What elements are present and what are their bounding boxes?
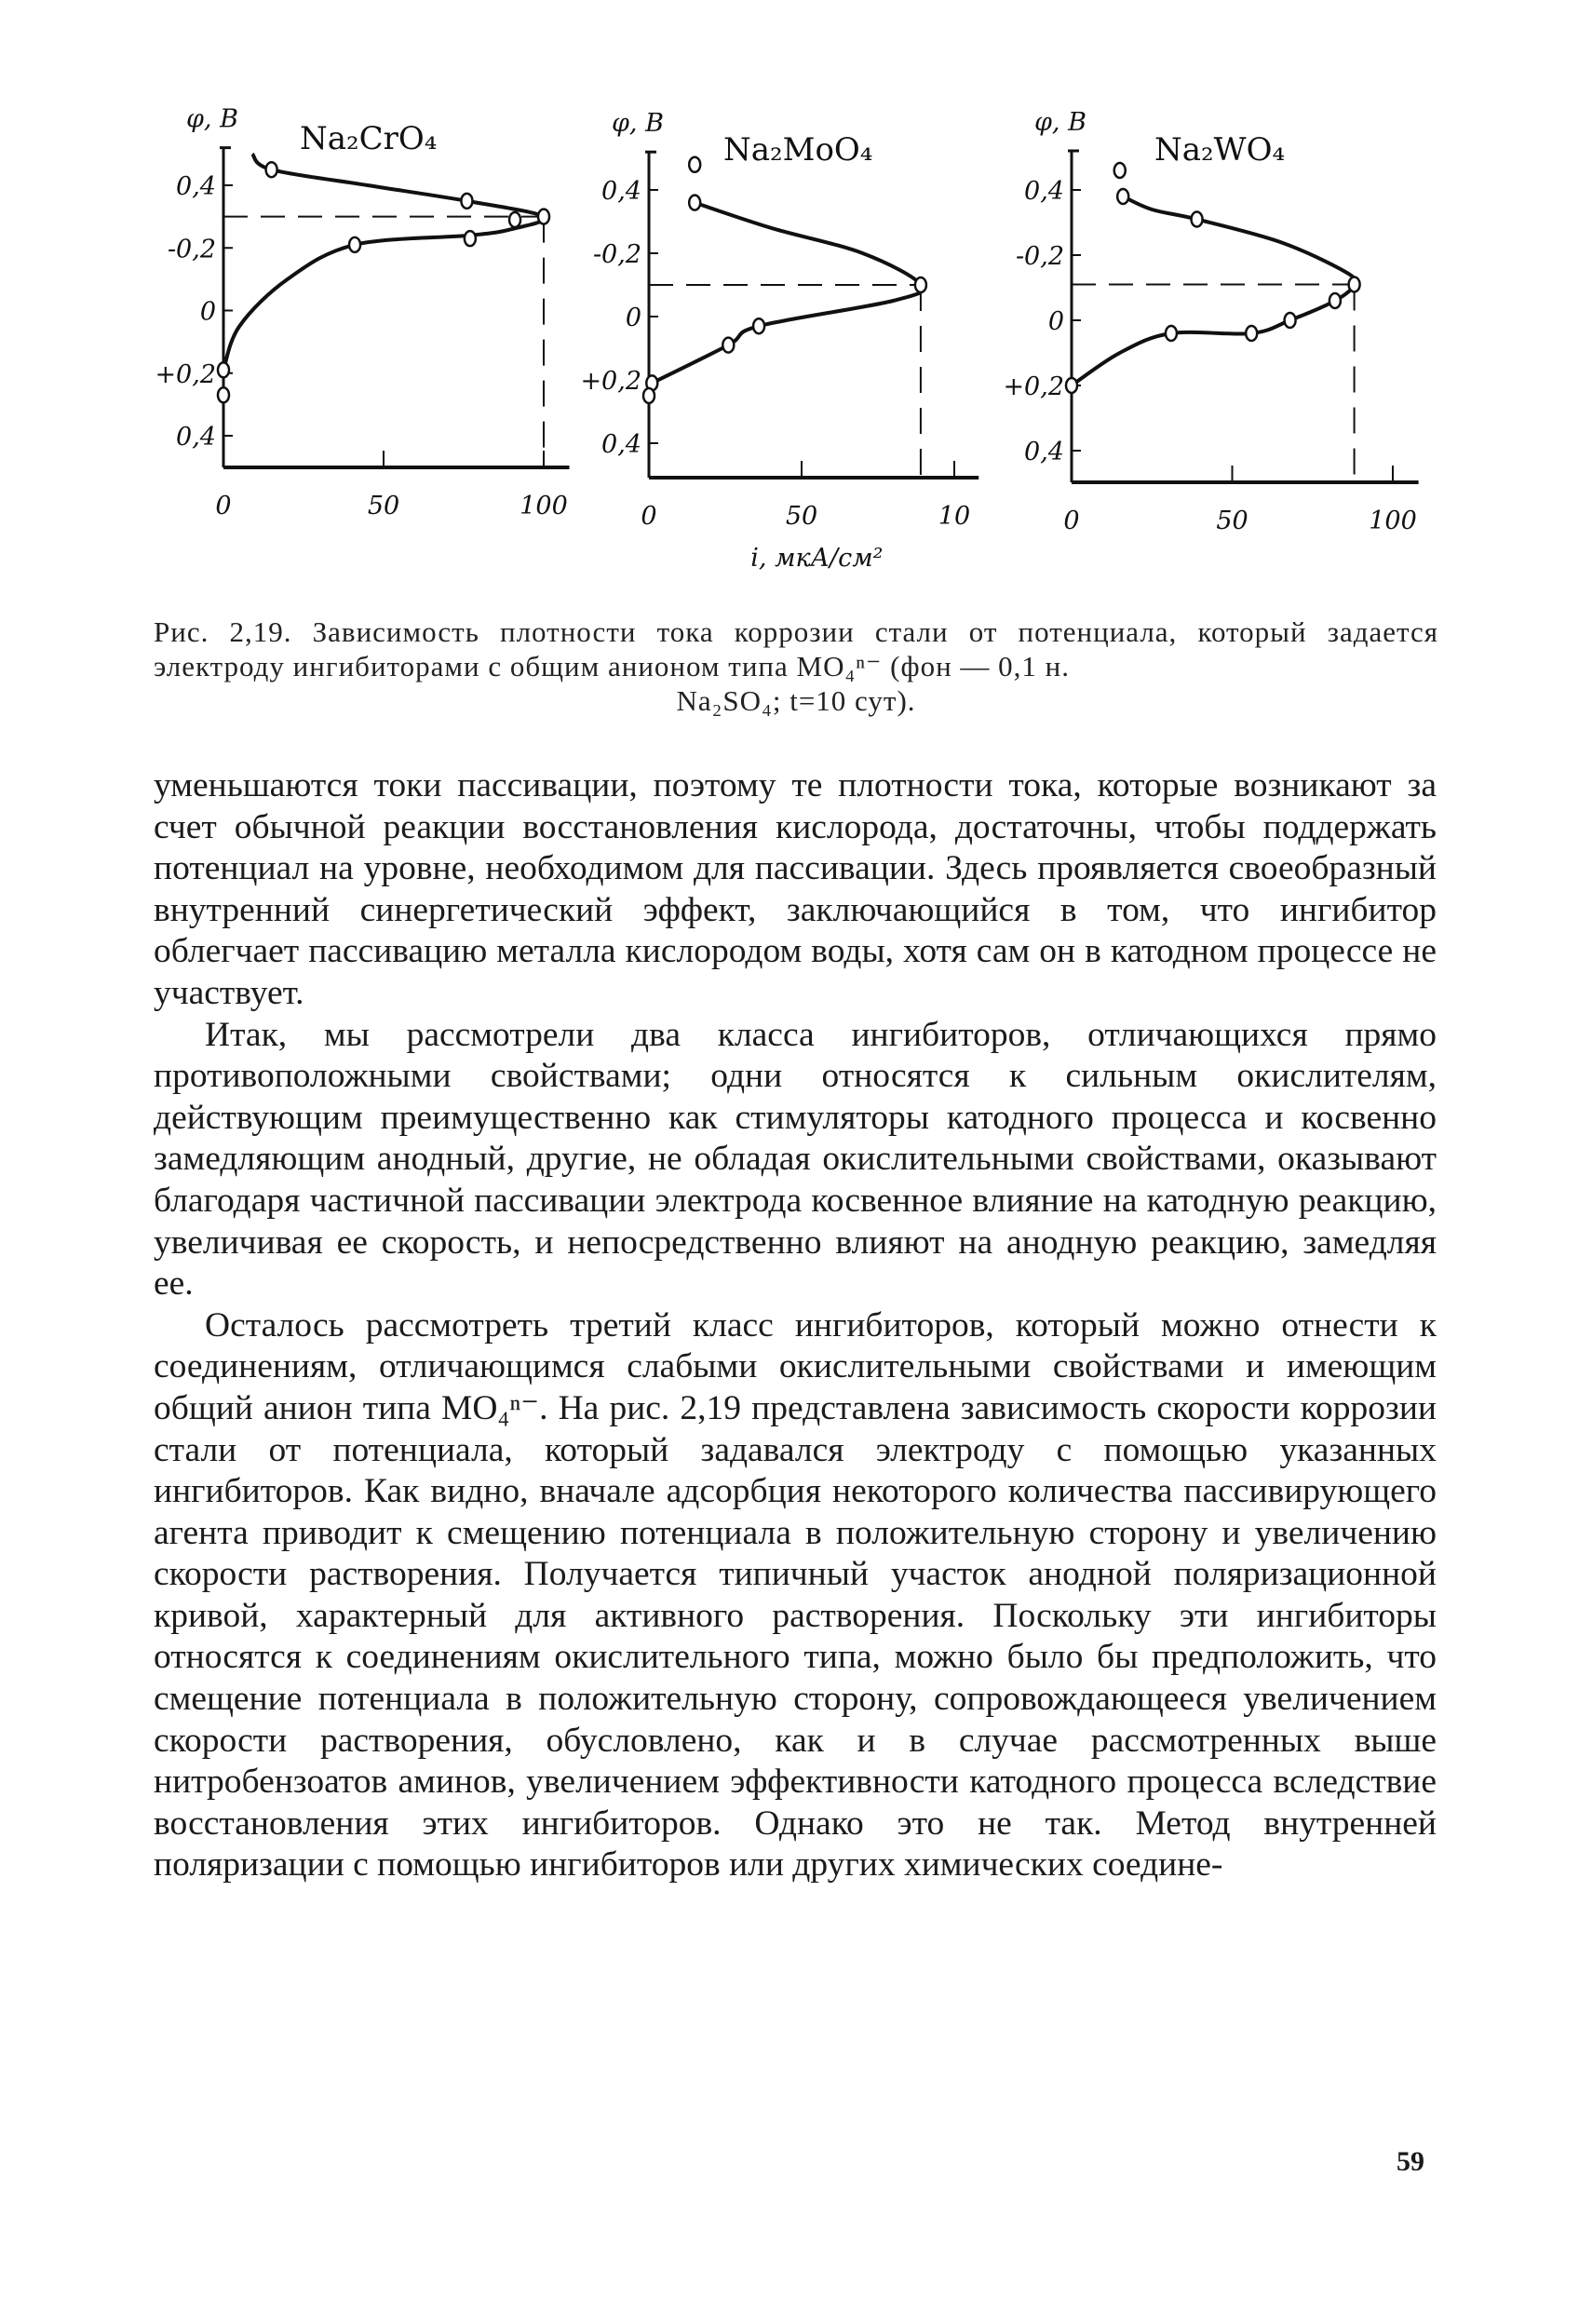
x-tick-label: 100 bbox=[520, 492, 568, 520]
y-tick-label: 0,4 bbox=[176, 423, 216, 452]
data-point bbox=[465, 231, 476, 246]
data-point bbox=[218, 362, 229, 377]
data-point bbox=[722, 338, 734, 353]
data-point bbox=[689, 196, 700, 210]
y-axis-label: φ, В bbox=[186, 104, 238, 134]
paragraph: Итак, мы рассмотрели два класса ингибиторов, отличающихся прямо противоположными свойствами; одни относятся к сильным окислителям, действующим преимущественно как стимуляторы катодного процесса и косвенно замедляющим анодный, другие, не обладая окислительными свойствами, оказывают благодаря частичной пассивации электрода косвенное влияние на катодную реакцию, увеличивая ее скорость, и непосредственно влияют на анодную реакцию, замедляя ее. bbox=[154, 1015, 1437, 1304]
y-tick-label: -0,2 bbox=[167, 235, 216, 264]
data-point bbox=[643, 388, 655, 403]
y-tick-label: +0,2 bbox=[580, 367, 641, 396]
data-point bbox=[689, 157, 700, 172]
data-point bbox=[1246, 326, 1257, 341]
x-tick-label: 50 bbox=[1216, 507, 1248, 535]
y-tick-label: 0,4 bbox=[176, 172, 216, 201]
caption-last-line: Na₂SO₄; t=10 сут). bbox=[676, 684, 916, 717]
data-point bbox=[1349, 277, 1360, 292]
y-axis-label: φ, В bbox=[612, 109, 664, 139]
chart-title: Na₂MoO₄ bbox=[723, 131, 873, 169]
polarization-curve bbox=[223, 154, 545, 370]
data-point bbox=[1114, 163, 1126, 178]
data-point bbox=[1192, 212, 1203, 227]
y-tick-label: -0,2 bbox=[592, 240, 641, 269]
chart-title: Na₂WO₄ bbox=[1154, 131, 1286, 169]
y-axis-label: φ, В bbox=[1034, 108, 1086, 137]
x-tick-label: 50 bbox=[785, 502, 818, 531]
chart-title: Na₂CrO₄ bbox=[300, 120, 438, 157]
x-tick-label: 0 bbox=[1063, 507, 1080, 535]
data-point bbox=[1329, 293, 1341, 308]
y-tick-label: 0,4 bbox=[601, 430, 641, 459]
polarization-curve bbox=[1072, 196, 1356, 385]
x-axis-label: i, мкА/см² bbox=[750, 544, 884, 573]
data-point bbox=[1117, 189, 1128, 204]
x-tick-label: 50 bbox=[367, 492, 400, 520]
x-tick-label: 10 bbox=[938, 502, 971, 531]
data-point bbox=[753, 318, 764, 333]
y-tick-label: +0,2 bbox=[1003, 372, 1064, 401]
data-point bbox=[538, 209, 549, 224]
figure-caption bbox=[154, 615, 1438, 718]
y-tick-label: +0,2 bbox=[155, 359, 216, 389]
x-tick-label: 0 bbox=[641, 502, 657, 531]
data-point bbox=[509, 212, 520, 227]
data-point bbox=[349, 237, 360, 252]
polarization-curve bbox=[652, 203, 922, 384]
y-tick-label: 0 bbox=[199, 297, 216, 327]
body-text bbox=[154, 765, 1437, 1886]
page-number: 59 bbox=[1397, 2146, 1424, 2177]
x-tick-label: 100 bbox=[1369, 507, 1417, 535]
y-tick-label: 0,4 bbox=[1024, 177, 1064, 206]
figure-2-19 bbox=[0, 0, 1579, 596]
caption-text: Рис. 2,19. Зависимость плотности тока коррозии стали от потенциала, который задается электроду ингибиторами с общим анионом типа MO₄ⁿ⁻ (фон — 0,1 н. bbox=[154, 615, 1438, 682]
data-point bbox=[266, 162, 277, 177]
data-point bbox=[1285, 313, 1296, 328]
y-tick-label: 0 bbox=[625, 304, 641, 332]
y-tick-label: 0,4 bbox=[1024, 438, 1064, 466]
data-point bbox=[461, 194, 472, 209]
x-tick-label: 0 bbox=[215, 492, 232, 520]
data-point bbox=[915, 277, 926, 292]
y-tick-label: -0,2 bbox=[1015, 242, 1064, 271]
paragraph: Осталось рассмотреть третий класс ингибиторов, который можно отнести к соединениям, отличающимся слабыми окислительными свойствами и имеющим общий анион типа MO₄ⁿ⁻. На рис. 2,19 представлена зависимость скорости коррозии стали от потенциала, который задавался электроду с помощью указанных ингибиторов. Как видно, вначале адсорбция некоторого количества пассивирующего агента приводит к смещению потенциала в положительную сторону и увеличению скорости растворения. Получается типичный участок анодной поляризационной кривой, характерный для активного растворения. Поскольку эти ингибиторы относятся к соединениям окислительного типа, можно было бы предположить, что смещение потенциала в положительную сторону, сопровождающееся увеличением скорости растворения, обусловлено, как и в случае рассмотренных выше нитробензоатов аминов, увеличением эффективности катодного процесса вследствие восстановления этих ингибиторов. Однако это не так. Метод внутренней поляризации с помощью ингибиторов или других химических соедине- bbox=[154, 1305, 1437, 1885]
paragraph: уменьшаются токи пассивации, поэтому те плотности тока, которые возникают за счет обычной реакции восстановления кислорода, достаточны, чтобы поддержать потенциал на уровне, необходимом для пассивации. Здесь проявляется своеобразный внутренний синергетический эффект, заключающийся в том, что ингибитор облегчает пассивацию металла кислородом воды, хотя сам он в катодном процессе не участвует. bbox=[154, 766, 1437, 1012]
data-point bbox=[218, 387, 229, 402]
y-tick-label: 0,4 bbox=[601, 177, 641, 206]
data-point bbox=[1066, 378, 1077, 393]
y-tick-label: 0 bbox=[1047, 307, 1064, 336]
data-point bbox=[1166, 326, 1177, 341]
